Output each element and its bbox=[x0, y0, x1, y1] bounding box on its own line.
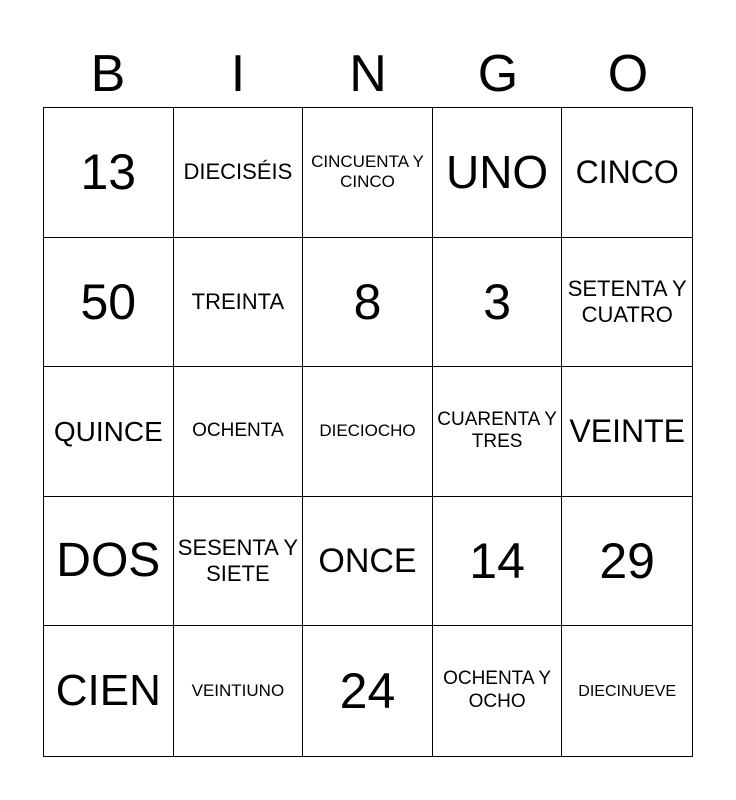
header-letter-g: G bbox=[477, 45, 519, 103]
bingo-cell[interactable]: SETENTA Y CUATRO bbox=[562, 238, 692, 368]
header-letter-i: I bbox=[230, 45, 246, 103]
bingo-cell[interactable]: 13 bbox=[44, 108, 174, 238]
bingo-board bbox=[43, 107, 693, 757]
bingo-cell[interactable]: DIECIOCHO bbox=[303, 367, 433, 497]
bingo-cell[interactable]: UNO bbox=[433, 108, 563, 238]
bingo-cell[interactable]: ONCE bbox=[303, 497, 433, 627]
bingo-cell[interactable]: DIECISÉIS bbox=[174, 108, 304, 238]
bingo-cell[interactable]: 24 bbox=[303, 626, 433, 756]
header-letter-n: N bbox=[349, 45, 387, 103]
bingo-cell[interactable]: DIECINUEVE bbox=[578, 682, 677, 700]
bingo-cell[interactable]: SESENTA Y SIETE bbox=[174, 497, 304, 627]
bingo-cell[interactable]: VEINTE bbox=[562, 367, 692, 497]
bingo-cell[interactable]: CIEN bbox=[44, 626, 174, 756]
header-letter-o: O bbox=[607, 45, 649, 103]
bingo-cell[interactable]: 50 bbox=[44, 238, 174, 368]
bingo-cell[interactable]: OCHENTA bbox=[174, 367, 304, 497]
bingo-cell[interactable]: DOS bbox=[44, 497, 174, 627]
bingo-cell[interactable]: VEINTIUNO bbox=[174, 626, 304, 756]
bingo-cell[interactable]: QUINCE bbox=[44, 367, 174, 497]
bingo-cell[interactable]: CUARENTA Y TRES bbox=[433, 367, 563, 497]
bingo-header bbox=[43, 40, 693, 108]
bingo-cell[interactable]: 29 bbox=[562, 497, 692, 627]
bingo-cell[interactable]: CINCO bbox=[562, 108, 692, 238]
bingo-cell[interactable]: OCHENTA Y OCHO bbox=[433, 626, 563, 756]
header-letter-b: B bbox=[90, 45, 126, 103]
bingo-cell[interactable]: 14 bbox=[433, 497, 563, 627]
bingo-cell[interactable]: 8 bbox=[303, 238, 433, 368]
bingo-cell[interactable]: CINCUENTA Y CINCO bbox=[303, 108, 433, 238]
bingo-cell[interactable]: 3 bbox=[433, 238, 563, 368]
bingo-cell[interactable]: TREINTA bbox=[174, 238, 304, 368]
